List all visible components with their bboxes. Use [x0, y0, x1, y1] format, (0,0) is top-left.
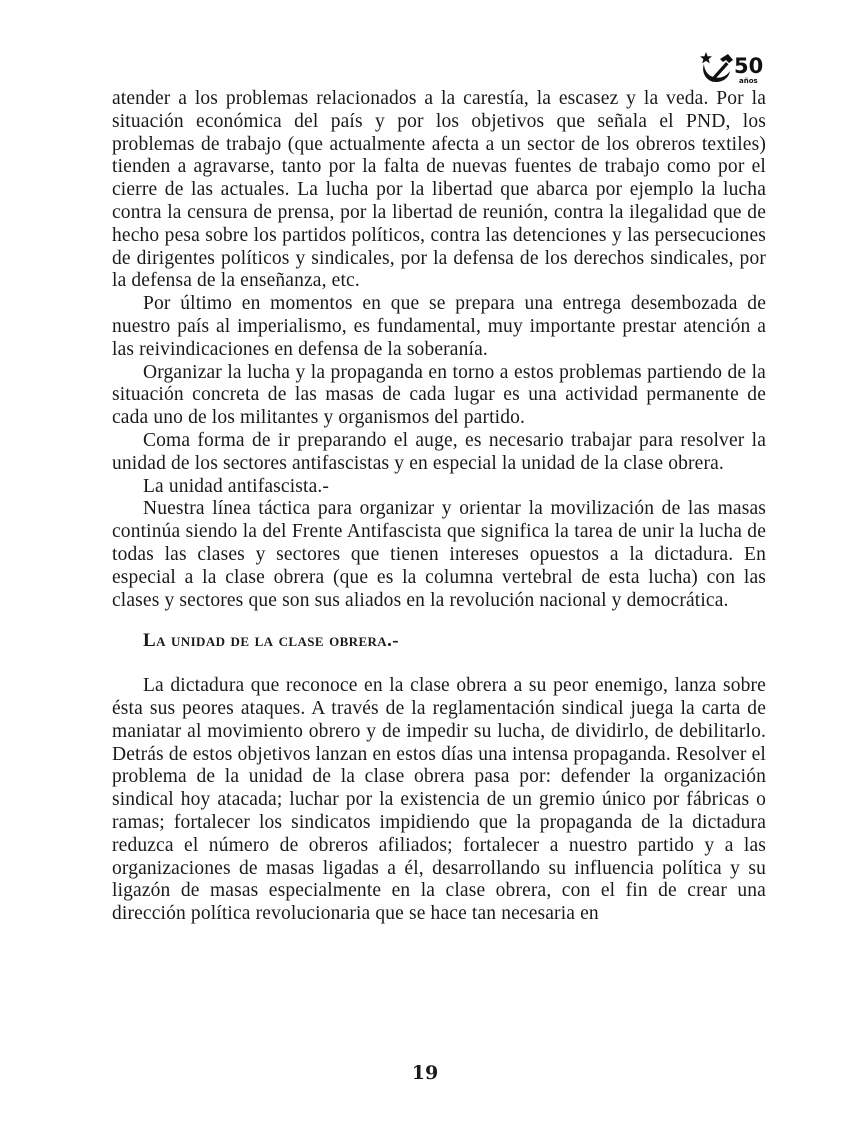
- paragraph-sovereignty: Por último en momentos en que se prepara una entrega desembozada de nuestro país al imperialismo, es fundamental, muy importante prestar atención a las reivindicaciones en defensa de la soberanía.: [112, 293, 766, 360]
- paragraph-auge: Coma forma de ir preparando el auge, es necesario trabajar para resolver la unidad de los sectores antifascistas y en especial la unidad de la clase obrera.: [112, 429, 766, 474]
- logo-subtext: años: [739, 77, 758, 85]
- page-number: 19: [411, 1062, 439, 1084]
- section-heading: La unidad de la clase obrera.-: [143, 630, 399, 652]
- paragraph-continued: atender a los problemas relacionados a la carestía, la escasez y la veda. Por la situación económica del país y por los objetivos que señala el PND, los problemas de trabajo (que actualmente afecta a un sector de los obreros textiles) tienden a agravarse, tanto por la falta de nuevas fuentes de trabajo como por el cierre de las actuales. La lucha por la libertad que abarca por ejemplo la lucha contra la censura de prensa, por la libertad de reunión, contra la ilegalidad que de hecho pesa sobre los partidos políticos, contra las detenciones y las persecuciones de dirigentes políticos y sindicales, por la defensa de los derechos sindicales, por la defensa de la enseñanza, etc.: [112, 88, 766, 292]
- hammer-sickle-50-logo: [698, 50, 768, 86]
- page-body: [112, 88, 766, 926]
- logo-number: 50: [734, 54, 764, 78]
- paragraph-dictadura: La dictadura que reconoce en la clase obrera a su peor enemigo, lanza sobre ésta sus peores ataques. A través de la reglamentación sindical juega la carta de maniatar al movimiento obrero y de impedir su lucha, de dividirlo, de debilitarlo. Detrás de estos objetivos lanzan en estos días una intensa propaganda. Resolver el problema de la unidad de la clase obrera pasa por: defender la organización sindical hoy atacada; luchar por la existencia de un gremio único por fábricas o ramas; fortalecer los sindicatos impidiendo que la propaganda de la dictadura reduzca el número de obreros afiliados; fortalecer a nuestro partido y a las organizaciones de masas ligadas a él, desarrollando su influencia política y su ligazón de masas especialmente en la clase obrera, con el fin de crear una dirección política revolucionaria que se hace tan necesaria en: [112, 675, 766, 925]
- paragraph-organize: Organizar la lucha y la propaganda en torno a estos problemas partiendo de la situación concreta de las masas de cada lugar es una actividad permanente de cada uno de los militantes y organismos del partido.: [112, 361, 766, 429]
- paragraph-linea-tactica: Nuestra línea táctica para organizar y orientar la movilización de las masas continúa siendo la del Frente Antifascista que significa la tarea de unir la lucha de todas las clases y sectores que tienen intereses opuestos a la dictadura. En especial a la clase obrera (que es la columna vertebral de esta lucha) con las clases y sectores que son sus aliados en la revolución nacional y democrática.: [112, 498, 766, 611]
- paragraph-unidad-antifascista-title: La unidad antifascista.-: [143, 475, 330, 497]
